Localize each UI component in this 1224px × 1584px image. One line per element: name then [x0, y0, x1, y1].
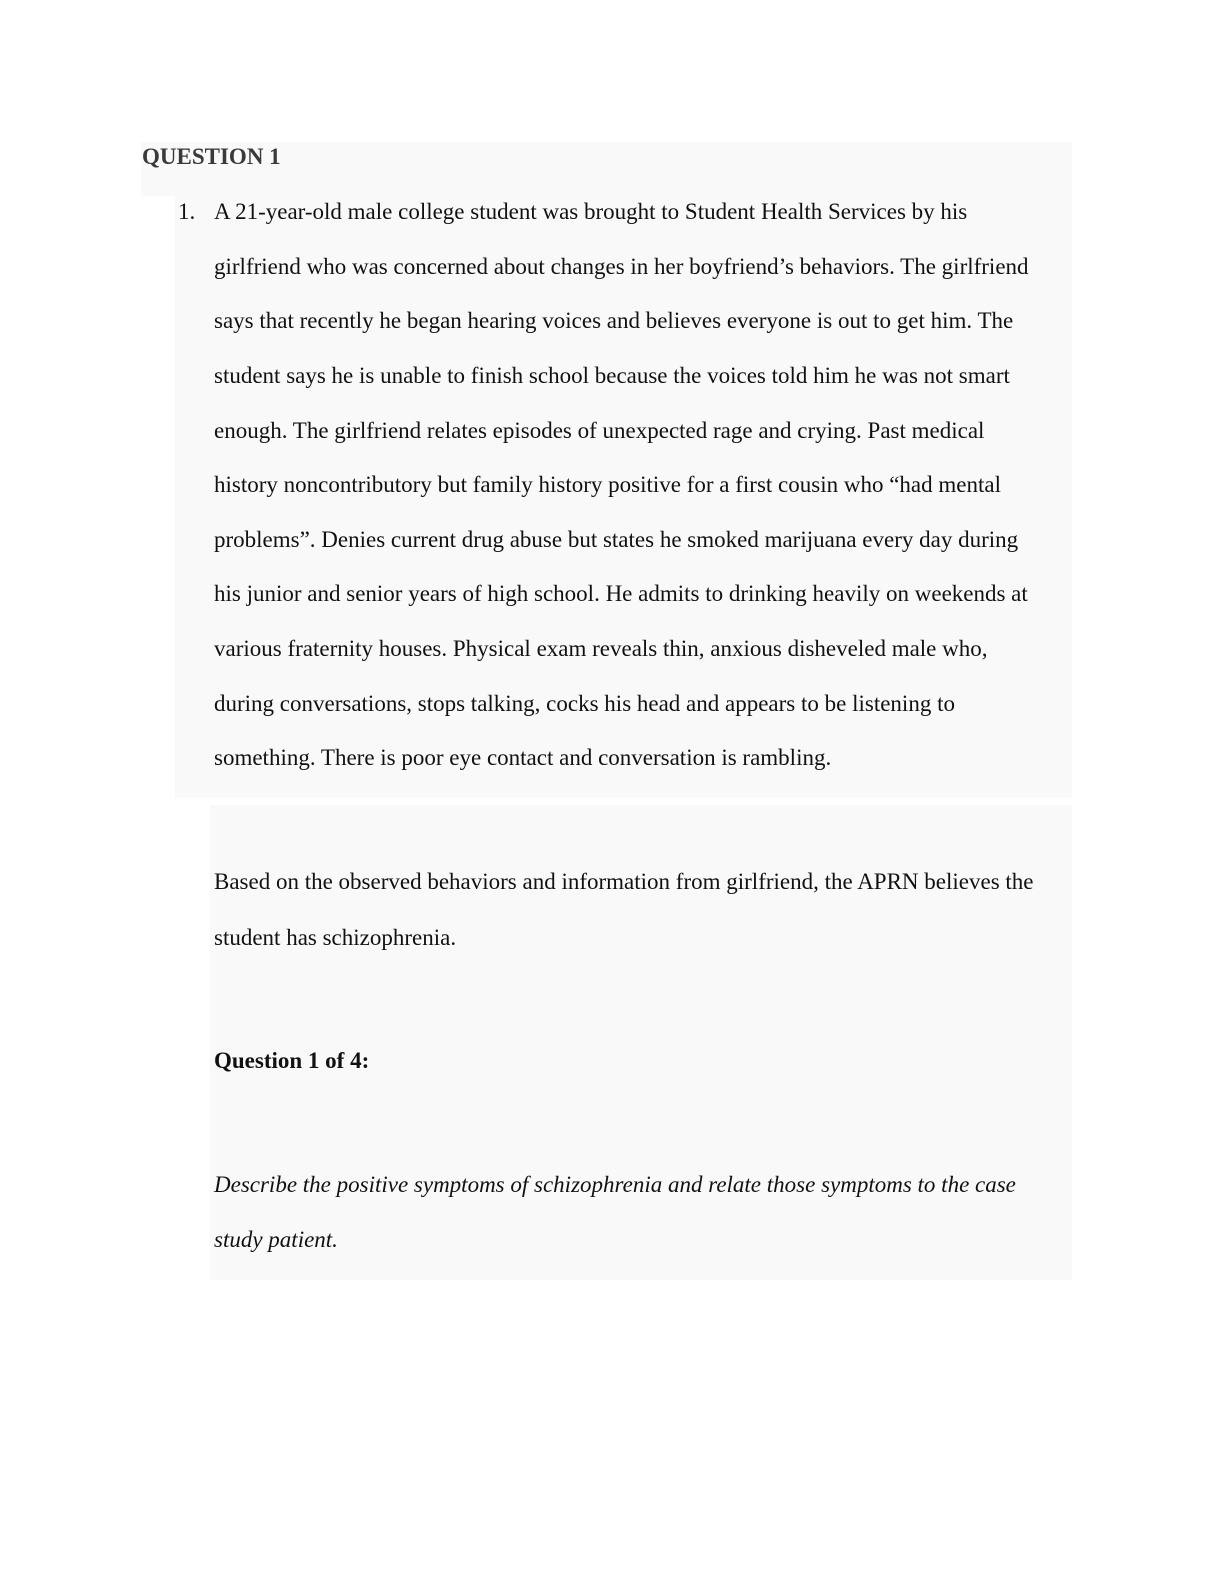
question-heading: QUESTION 1 — [142, 144, 281, 169]
diagnosis-line: Based on the observed behaviors and information from girlfriend, the APRN believes the — [214, 869, 1034, 894]
case-line: problems”. Denies current drug abuse but states he smoked marijuana every day during — [214, 527, 1019, 552]
prompt-line: Describe the positive symptoms of schizophrenia and relate those symptoms to the case — [214, 1172, 1016, 1197]
case-line: student says he is unable to finish school because the voices told him he was not smart — [214, 363, 1010, 388]
case-line: girlfriend who was concerned about changes in her boyfriend’s behaviors. The girlfriend — [214, 254, 1029, 279]
case-line: various fraternity houses. Physical exam reveals thin, anxious disheveled male who, — [214, 636, 988, 661]
prompt-line: study patient. — [214, 1227, 338, 1252]
case-line: history noncontributory but family history positive for a first cousin who “had mental — [214, 472, 1001, 497]
diagnosis-line: student has schizophrenia. — [214, 925, 457, 950]
list-item-number: 1. — [178, 199, 196, 224]
case-line: during conversations, stops talking, cocks his head and appears to be listening to — [214, 691, 955, 716]
case-line: enough. The girlfriend relates episodes of unexpected rage and crying. Past medical — [214, 418, 985, 443]
case-line: says that recently he began hearing voices and believes everyone is out to get him. The — [214, 308, 1014, 333]
case-line: something. There is poor eye contact and conversation is rambling. — [214, 745, 832, 770]
case-line: A 21-year-old male college student was brought to Student Health Services by his — [214, 199, 968, 224]
subquestion-label: Question 1 of 4: — [214, 1048, 370, 1073]
case-line: his junior and senior years of high school. He admits to drinking heavily on weekends at — [214, 581, 1028, 606]
